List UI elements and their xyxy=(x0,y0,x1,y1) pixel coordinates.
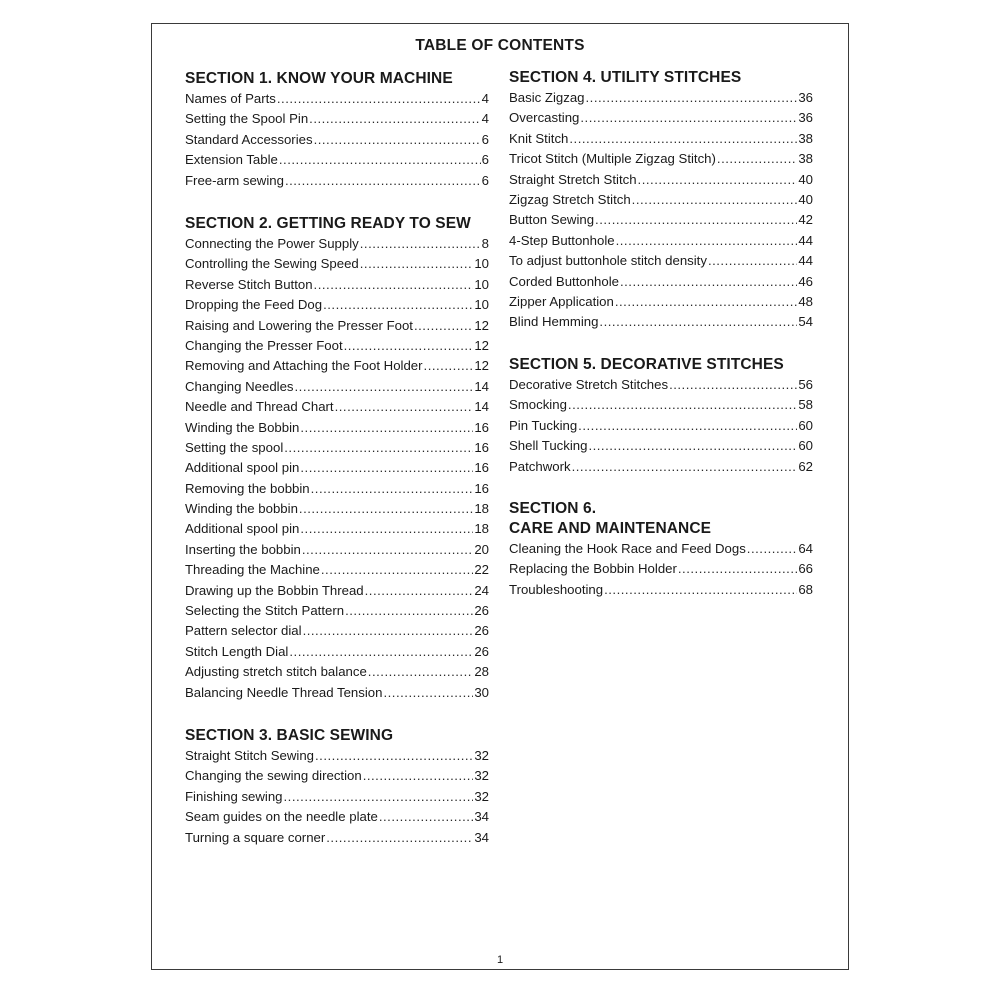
toc-entry-label: Setting the spool xyxy=(185,439,284,455)
page-title: TABLE OF CONTENTS xyxy=(415,37,585,54)
page-number: 1 xyxy=(496,954,504,966)
toc-entry-page: 16 xyxy=(474,480,489,496)
dot-leader xyxy=(299,499,473,519)
dot-leader xyxy=(599,312,797,332)
toc-entry xyxy=(509,416,813,436)
toc-entry-label: Turning a square corner xyxy=(185,829,326,845)
toc-entry-label: 4-Step Buttonhole xyxy=(509,232,615,248)
toc-entry xyxy=(509,129,813,149)
toc-entry-label: Basic Zigzag xyxy=(509,90,585,105)
toc-entry-page: 18 xyxy=(474,501,489,517)
toc-entry-page: 12 xyxy=(474,358,489,374)
toc-entry xyxy=(185,234,489,254)
toc-entry-page: 8 xyxy=(481,236,489,251)
toc-entry xyxy=(185,519,489,539)
toc-entry xyxy=(185,458,489,478)
toc-entry xyxy=(185,642,489,662)
toc-entry-page: 30 xyxy=(474,684,489,700)
toc-entry-label: Stitch Length Dial xyxy=(185,643,289,659)
dot-leader xyxy=(424,356,474,376)
dot-leader xyxy=(321,560,473,580)
dot-leader xyxy=(569,129,797,149)
toc-entry-label: Winding the Bobbin xyxy=(185,419,300,435)
toc-entry-label: Changing Needles xyxy=(185,378,294,394)
toc-entry-page: 56 xyxy=(798,377,813,392)
toc-entry xyxy=(185,787,489,807)
dot-leader xyxy=(323,295,473,315)
toc-entry xyxy=(509,190,813,210)
toc-entry-page: 16 xyxy=(474,460,489,476)
dot-leader xyxy=(638,170,798,190)
section-care-and-maintenance xyxy=(509,499,813,600)
toc-entry xyxy=(185,560,489,580)
dot-leader xyxy=(300,418,473,438)
toc-entry xyxy=(185,662,489,682)
toc-entry-label: Balancing Needle Thread Tension xyxy=(185,684,383,700)
section-heading: SECTION 4. UTILITY STITCHES xyxy=(509,69,742,86)
toc-entry xyxy=(509,149,813,169)
section-utility-stitches xyxy=(509,68,813,333)
toc-entry xyxy=(185,295,489,315)
toc-entry-label: Straight Stretch Stitch xyxy=(509,171,637,187)
dot-leader xyxy=(368,662,474,682)
toc-entry-page: 36 xyxy=(798,90,813,105)
toc-entry-page: 40 xyxy=(798,171,813,187)
toc-entry-page: 6 xyxy=(481,131,489,147)
dot-leader xyxy=(284,438,473,458)
toc-entry-page: 22 xyxy=(474,562,489,578)
toc-entry-label: Pin Tucking xyxy=(509,417,578,433)
toc-entry xyxy=(509,312,813,332)
toc-entry-label: Patchwork xyxy=(509,458,571,474)
dot-leader xyxy=(314,130,481,150)
toc-entry-page: 12 xyxy=(474,337,489,353)
toc-entry-label: Shell Tucking xyxy=(509,438,588,454)
toc-entry xyxy=(509,580,813,600)
dot-leader xyxy=(669,375,797,395)
section-heading-subtitle: CARE AND MAINTENANCE xyxy=(509,520,712,537)
toc-list xyxy=(509,88,813,333)
toc-entry-page: 34 xyxy=(474,809,489,825)
dot-leader xyxy=(588,436,797,456)
toc-entry xyxy=(185,254,489,274)
toc-entry-page: 40 xyxy=(798,191,813,207)
toc-entry xyxy=(185,377,489,397)
toc-entry xyxy=(509,559,813,579)
dot-leader xyxy=(335,397,474,417)
section-heading: SECTION 1. KNOW YOUR MACHINE xyxy=(185,70,453,87)
toc-entry-label: Zigzag Stretch Stitch xyxy=(509,191,631,207)
toc-entry-label: Seam guides on the needle plate xyxy=(185,809,378,825)
toc-entry xyxy=(509,272,813,292)
section-heading: SECTION 6. xyxy=(509,500,597,517)
toc-entry-label: Blind Hemming xyxy=(509,314,599,330)
toc-entry xyxy=(509,231,813,251)
toc-entry xyxy=(185,683,489,703)
toc-entry xyxy=(509,375,813,395)
toc-entry-page: 34 xyxy=(474,829,489,845)
dot-leader xyxy=(604,580,797,600)
dot-leader xyxy=(717,149,797,169)
dot-leader xyxy=(295,377,474,397)
toc-entry-page: 44 xyxy=(798,232,813,248)
toc-entry-label: Additional spool pin xyxy=(185,460,300,476)
toc-entry xyxy=(509,210,813,230)
toc-entry-page: 68 xyxy=(798,581,813,597)
toc-list xyxy=(509,539,813,600)
toc-entry xyxy=(509,88,813,108)
toc-entry-label: Removing the bobbin xyxy=(185,480,310,496)
toc-entry-label: Adjusting stretch stitch balance xyxy=(185,664,367,680)
toc-entry-page: 64 xyxy=(798,541,813,556)
toc-entry-page: 62 xyxy=(798,458,813,474)
toc-entry-label: Changing the Presser Foot xyxy=(185,337,343,353)
section-heading: SECTION 5. DECORATIVE STITCHES xyxy=(509,356,784,373)
toc-entry-page: 26 xyxy=(474,643,489,659)
section-heading: SECTION 2. GETTING READY TO SEW xyxy=(185,215,471,232)
dot-leader xyxy=(578,416,797,436)
toc-entry-page: 36 xyxy=(798,110,813,126)
toc-entry xyxy=(185,397,489,417)
toc-entry-label: Drawing up the Bobbin Thread xyxy=(185,582,364,598)
toc-entry-label: To adjust buttonhole stitch density xyxy=(509,253,707,269)
toc-entry xyxy=(185,130,489,150)
section-decorative-stitches xyxy=(509,355,813,477)
dot-leader xyxy=(363,766,474,786)
toc-entry-label: Additional spool pin xyxy=(185,521,300,537)
toc-list xyxy=(185,89,489,191)
dot-leader xyxy=(326,828,473,848)
dot-leader xyxy=(580,108,797,128)
toc-entry xyxy=(509,170,813,190)
toc-entry xyxy=(185,336,489,356)
dot-leader xyxy=(303,621,474,641)
toc-entry-label: Threading the Machine xyxy=(185,562,320,578)
section-heading: SECTION 3. BASIC SEWING xyxy=(185,727,394,744)
toc-list xyxy=(185,234,489,703)
toc-entry-page: 14 xyxy=(474,378,489,394)
toc-entry xyxy=(185,316,489,336)
toc-entry-page: 14 xyxy=(474,399,489,415)
dot-leader xyxy=(289,642,473,662)
toc-entry-label: Pattern selector dial xyxy=(185,623,302,639)
toc-entry-page: 16 xyxy=(474,419,489,435)
toc-entry-label: Winding the bobbin xyxy=(185,501,298,517)
toc-entry-page: 32 xyxy=(474,748,489,763)
toc-entry-label: Inserting the bobbin xyxy=(185,541,301,557)
toc-entry-page: 20 xyxy=(474,541,489,557)
toc-entry-label: Extension Table xyxy=(185,152,278,168)
toc-entry-label: Connecting the Power Supply xyxy=(185,236,359,251)
toc-entry-page: 18 xyxy=(474,521,489,537)
toc-entry xyxy=(509,108,813,128)
toc-entry-label: Straight Stitch Sewing xyxy=(185,748,315,763)
toc-entry-page: 26 xyxy=(474,623,489,639)
toc-entry-label: Changing the sewing direction xyxy=(185,768,362,784)
dot-leader xyxy=(285,171,481,191)
toc-entry xyxy=(185,150,489,170)
toc-list xyxy=(509,375,813,477)
toc-entry-label: Free-arm sewing xyxy=(185,172,284,188)
toc-entry-label: Selecting the Stitch Pattern xyxy=(185,603,345,619)
dot-leader xyxy=(300,519,473,539)
toc-entry-page: 44 xyxy=(798,253,813,269)
toc-entry-label: Raising and Lowering the Presser Foot xyxy=(185,317,413,333)
toc-entry-label: Setting the Spool Pin xyxy=(185,111,309,127)
toc-entry xyxy=(185,418,489,438)
dot-leader xyxy=(314,275,474,295)
toc-entry-page: 16 xyxy=(474,439,489,455)
dot-leader xyxy=(568,395,797,415)
toc-entry-page: 12 xyxy=(474,317,489,333)
toc-entry-label: Dropping the Feed Dog xyxy=(185,297,323,313)
dot-leader xyxy=(360,234,481,254)
dot-leader xyxy=(383,683,473,703)
dot-leader xyxy=(360,254,474,274)
toc-entry-label: Tricot Stitch (Multiple Zigzag Stitch) xyxy=(509,151,716,167)
toc-entry-label: Button Sewing xyxy=(509,212,595,228)
toc-entry-page: 6 xyxy=(481,152,489,168)
dot-leader xyxy=(414,316,473,336)
toc-entry-label: Needle and Thread Chart xyxy=(185,399,334,415)
toc-entry-label: Reverse Stitch Button xyxy=(185,276,313,292)
toc-entry xyxy=(185,89,489,109)
toc-entry xyxy=(509,395,813,415)
toc-entry-page: 10 xyxy=(474,276,489,292)
dot-leader xyxy=(284,787,474,807)
toc-entry-label: Zipper Application xyxy=(509,293,614,309)
section-basic-sewing xyxy=(185,726,489,848)
toc-entry-label: Removing and Attaching the Foot Holder xyxy=(185,358,423,374)
toc-entry-page: 42 xyxy=(798,212,813,228)
dot-leader xyxy=(311,479,474,499)
dot-leader xyxy=(632,190,798,210)
toc-entry xyxy=(185,275,489,295)
toc-entry-page: 58 xyxy=(798,397,813,413)
toc-entry-page: 46 xyxy=(798,273,813,289)
toc-entry xyxy=(509,251,813,271)
toc-entry-page: 28 xyxy=(474,664,489,680)
dot-leader xyxy=(678,559,797,579)
dot-leader xyxy=(620,272,797,292)
toc-entry xyxy=(185,540,489,560)
toc-entry-label: Cleaning the Hook Race and Feed Dogs xyxy=(509,541,746,556)
toc-entry xyxy=(509,292,813,312)
toc-entry xyxy=(509,539,813,559)
dot-leader xyxy=(344,336,474,356)
toc-entry-page: 60 xyxy=(798,417,813,433)
toc-entry-label: Replacing the Bobbin Holder xyxy=(509,561,677,577)
dot-leader xyxy=(309,109,480,129)
dot-leader xyxy=(315,746,473,766)
toc-entry xyxy=(185,356,489,376)
toc-entry xyxy=(185,828,489,848)
toc-entry-label: Standard Accessories xyxy=(185,131,313,147)
toc-entry xyxy=(185,601,489,621)
dot-leader xyxy=(616,231,798,251)
dot-leader xyxy=(747,539,798,559)
dot-leader xyxy=(379,807,473,827)
toc-entry-page: 66 xyxy=(798,561,813,577)
document-page xyxy=(151,23,849,970)
toc-entry-page: 24 xyxy=(474,582,489,598)
dot-leader xyxy=(302,540,473,560)
toc-entry xyxy=(509,436,813,456)
toc-entry xyxy=(185,438,489,458)
toc-list xyxy=(185,746,489,848)
toc-entry xyxy=(509,457,813,477)
toc-entry-label: Controlling the Sewing Speed xyxy=(185,256,359,272)
toc-entry-page: 32 xyxy=(474,768,489,784)
dot-leader xyxy=(345,601,473,621)
toc-entry-label: Decorative Stretch Stitches xyxy=(509,377,669,392)
toc-entry xyxy=(185,499,489,519)
toc-entry-label: Finishing sewing xyxy=(185,788,283,804)
toc-entry-label: Corded Buttonhole xyxy=(509,273,619,289)
toc-entry-page: 4 xyxy=(481,91,489,106)
toc-entry xyxy=(185,109,489,129)
dot-leader xyxy=(277,89,481,109)
dot-leader xyxy=(708,251,797,271)
toc-entry-page: 10 xyxy=(474,297,489,313)
dot-leader xyxy=(615,292,797,312)
toc-entry xyxy=(185,581,489,601)
section-getting-ready-to-sew xyxy=(185,214,489,703)
toc-entry-page: 54 xyxy=(798,314,813,330)
toc-entry xyxy=(185,746,489,766)
toc-entry-page: 32 xyxy=(474,788,489,804)
toc-entry-page: 4 xyxy=(481,111,489,127)
toc-entry xyxy=(185,766,489,786)
toc-entry-page: 38 xyxy=(798,151,813,167)
toc-entry-label: Overcasting xyxy=(509,110,580,126)
section-know-your-machine xyxy=(185,69,489,191)
toc-entry xyxy=(185,807,489,827)
toc-entry-label: Troubleshooting xyxy=(509,581,604,597)
toc-entry-label: Names of Parts xyxy=(185,91,276,106)
toc-entry xyxy=(185,479,489,499)
dot-leader xyxy=(279,150,481,170)
dot-leader xyxy=(572,457,798,477)
toc-entry-page: 60 xyxy=(798,438,813,454)
dot-leader xyxy=(300,458,473,478)
toc-entry-page: 38 xyxy=(798,130,813,146)
toc-entry xyxy=(185,621,489,641)
toc-entry-page: 26 xyxy=(474,603,489,619)
toc-entry xyxy=(185,171,489,191)
dot-leader xyxy=(586,88,798,108)
toc-entry-label: Knit Stitch xyxy=(509,130,569,146)
toc-entry-label: Smocking xyxy=(509,397,567,413)
toc-entry-page: 6 xyxy=(481,172,489,188)
toc-entry-page: 48 xyxy=(798,293,813,309)
toc-entry-page: 10 xyxy=(474,256,489,272)
dot-leader xyxy=(365,581,474,601)
dot-leader xyxy=(595,210,797,230)
